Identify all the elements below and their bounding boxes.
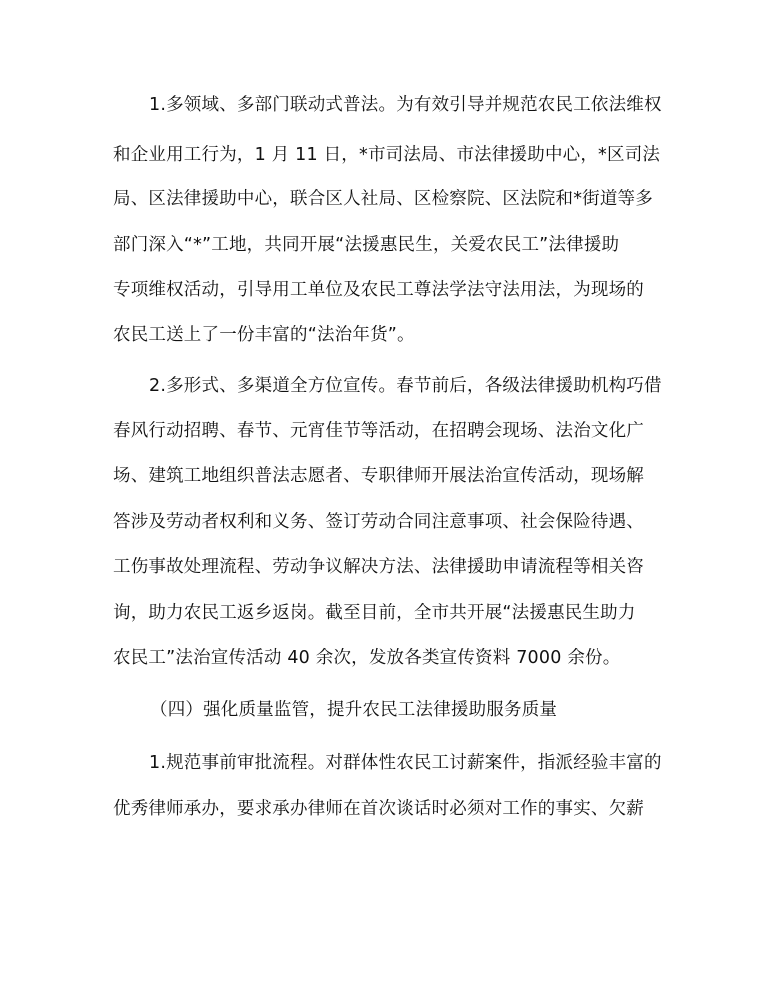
text-line: 场、建筑工地组织普法志愿者、专职律师开展法治宣传活动，现场解 — [113, 466, 644, 486]
section-heading: （四）强化质量监管，提升农民工法律援助服务质量 — [150, 700, 558, 720]
text-line: 1.规范事前审批流程。对群体性农民工讨薪案件，指派经验丰富的 — [149, 753, 662, 773]
text-line: 2.多形式、多渠道全方位宣传。春节前后，各级法律援助机构巧借 — [149, 376, 662, 396]
text-line: 农民工”法治宣传活动 40 余次，发放各类宣传资料 7000 余份。 — [113, 648, 621, 668]
text-line: 春风行动招聘、春节、元宵佳节等活动，在招聘会现场、法治文化广 — [113, 421, 644, 441]
text-line: 农民工送上了一份丰富的“法治年货”。 — [113, 325, 415, 345]
text-line: 局、区法律援助中心，联合区人社局、区检察院、区法院和*街道等多 — [113, 189, 653, 209]
text-line: 答涉及劳动者权利和义务、签订劳动合同注意事项、社会保险待遇、 — [113, 512, 644, 532]
text-line: 和企业用工行为，1 月 11 日，*市司法局、市法律援助中心，*区司法 — [113, 145, 661, 165]
text-line: 工伤事故处理流程、劳动争议解决方法、法律援助申请流程等相关咨 — [113, 557, 644, 577]
text-line: 专项维权活动，引导用工单位及农民工尊法学法守法用法，为现场的 — [113, 280, 644, 300]
text-line: 询，助力农民工返乡返岗。截至目前，全市共开展“法援惠民生助力 — [113, 603, 636, 623]
text-line: 部门深入“*”工地，共同开展“法援惠民生，关爱农民工”法律援助 — [113, 235, 620, 255]
text-line: 优秀律师承办，要求承办律师在首次谈话时必须对工作的事实、欠薪 — [113, 799, 644, 819]
text-line: 1.多领域、多部门联动式普法。为有效引导并规范农民工依法维权 — [149, 95, 662, 115]
